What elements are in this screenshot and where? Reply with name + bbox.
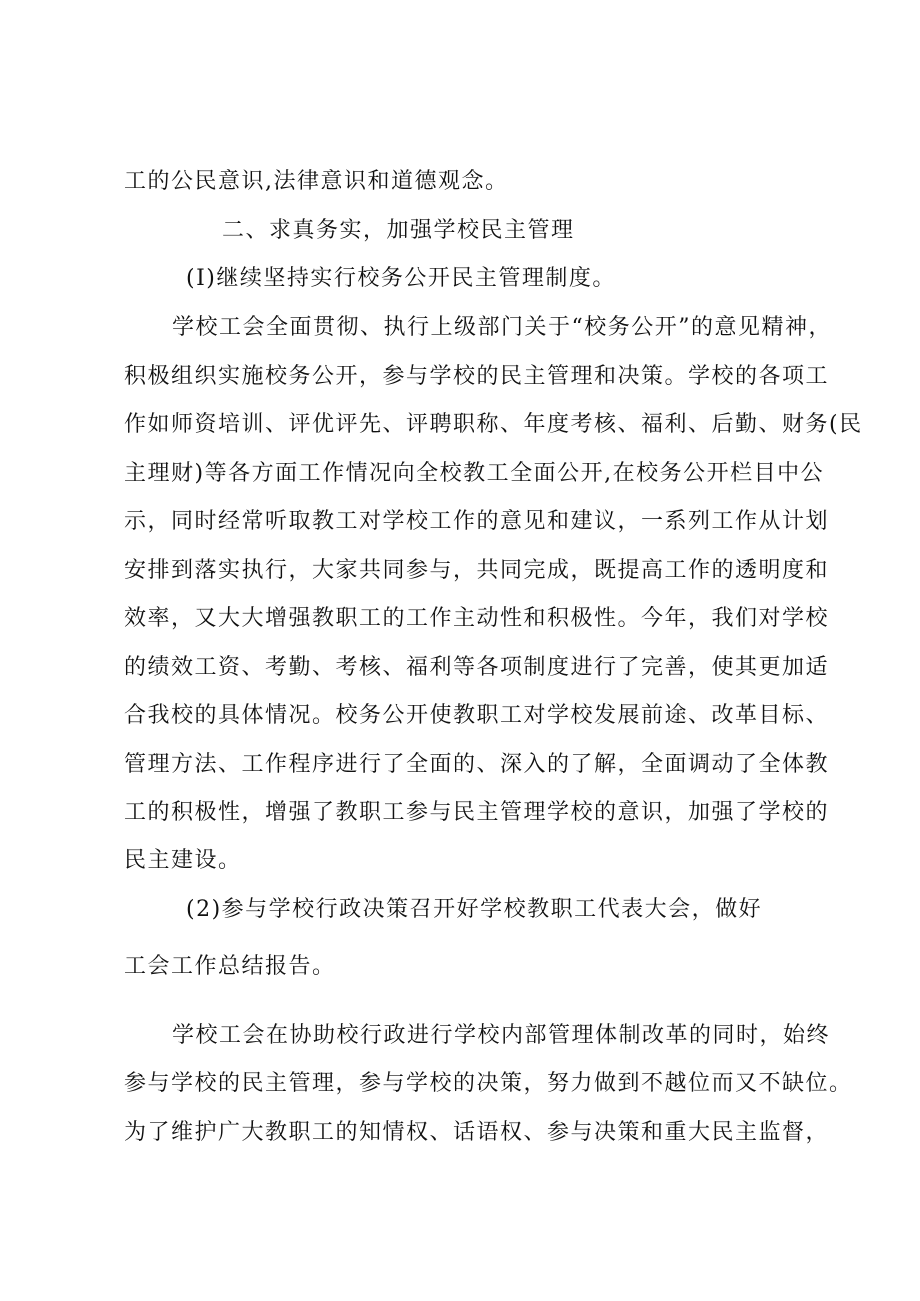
subsection-heading: (2)参与学校行政决策召开好学校教职工代表大会，做好 <box>186 897 763 922</box>
paragraph-line: 管理方法、工作程序进行了全面的、深入的了解，全面调动了全体教 <box>124 752 830 777</box>
paragraph-line: 工的公民意识,法律意识和道德观念。 <box>124 169 509 194</box>
paragraph-line: 学校工会全面贯彻、执行上级部门关于“校务公开”的意见精神， <box>172 315 832 340</box>
paragraph-line: 民主建设。 <box>124 848 242 873</box>
paragraph-line: 学校工会在协助校行政进行学校内部管理体制改革的同时，始终 <box>172 1023 831 1048</box>
paragraph-line: 积极组织实施校务公开，参与学校的民主管理和决策。学校的各项工 <box>124 364 830 389</box>
paragraph-line: 示，同时经常听取教工对学校工作的意见和建议，一系列工作从计划 <box>124 509 830 534</box>
paragraph-line: 作如师资培训、评优评先、评聘职称、年度考核、福利、后勤、财务(民 <box>124 412 863 437</box>
subsection-heading-continued: 工会工作总结报告。 <box>124 954 336 979</box>
paragraph-line: 的绩效工资、考勤、考核、福利等各项制度进行了完善，使其更加适 <box>124 655 830 680</box>
paragraph-line: 主理财)等各方面工作情况向全校教工全面公开,在校务公开栏目中公 <box>124 461 825 486</box>
paragraph-line: 为了维护广大教职工的知情权、话语权、参与决策和重大民主监督， <box>124 1120 830 1145</box>
subsection-heading: (I)继续坚持实行校务公开民主管理制度。 <box>186 266 616 291</box>
paragraph-line: 参与学校的民主管理，参与学校的决策，努力做到不越位而又不缺位。 <box>124 1071 853 1096</box>
paragraph-line: 合我校的具体情况。校务公开使教职工对学校发展前途、改革目标、 <box>124 703 830 728</box>
section-heading: 二、求真务实，加强学校民主管理 <box>222 218 575 243</box>
paragraph-line: 安排到落实执行，大家共同参与，共同完成，既提高工作的透明度和 <box>124 558 830 583</box>
paragraph-line: 效率，又大大增强教职工的工作主动性和积极性。今年，我们对学校 <box>124 606 830 631</box>
paragraph-line: 工的积极性，增强了教职工参与民主管理学校的意识，加强了学校的 <box>124 800 830 825</box>
